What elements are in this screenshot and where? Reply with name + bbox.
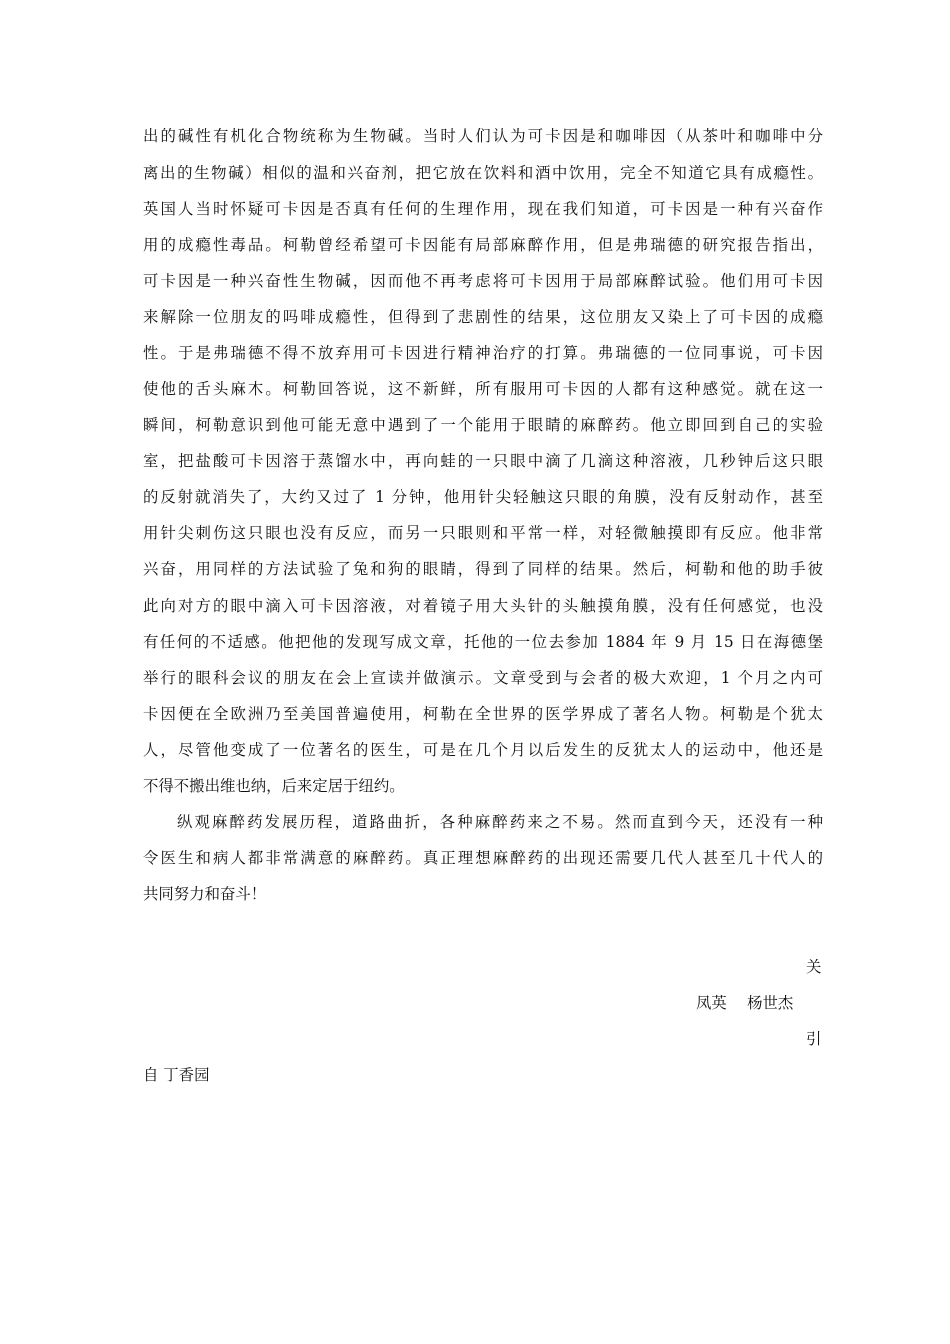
body-text-line: 使他的舌头麻木。柯勒回答说，这不新鲜，所有服用可卡因的人都有这种感觉。就在这一 (143, 380, 823, 398)
body-text-line: 纵观麻醉药发展历程，道路曲折，各种麻醉药来之不易。然而直到今天，还没有一种 (177, 813, 823, 831)
body-text-line: 用的成瘾性毒品。柯勒曾经希望可卡因能有局部麻醉作用，但是弗瑞德的研究报告指出， (143, 236, 823, 254)
body-text-line: 令医生和病人都非常满意的麻醉药。真正理想麻醉药的出现还需要几代人甚至几十代人的 (143, 849, 823, 867)
body-text-line: 性。于是弗瑞德不得不放弃用可卡因进行精神治疗的打算。弗瑞德的一位同事说，可卡因 (143, 344, 823, 362)
source-line: 自 丁香园 (143, 1066, 210, 1084)
body-text-line: 有任何的不适感。他把他的发现写成文章，托他的一位去参加 1884 年 9 月 15 日在海德堡 (143, 633, 823, 651)
attribution-fragment: 引 (806, 1030, 822, 1048)
body-text-line: 用针尖刺伤这只眼也没有反应，而另一只眼则和平常一样，对轻微触摸即有反应。他非常 (143, 524, 823, 542)
body-text-line: 共同努力和奋斗！ (143, 885, 267, 903)
body-text-line: 可卡因是一种兴奋性生物碱，因而他不再考虑将可卡因用于局部麻醉试验。他们用可卡因 (143, 272, 823, 290)
body-text-line: 兴奋，用同样的方法试验了兔和狗的眼睛，得到了同样的结果。然后，柯勒和他的助手彼 (143, 560, 823, 578)
attribution-fragment: 关 (806, 958, 822, 976)
body-text-line: 室，把盐酸可卡因溶于蒸馏水中，再向蛙的一只眼中滴了几滴这种溶液，几秒钟后这只眼 (143, 452, 823, 470)
body-text-line: 的反射就消失了，大约又过了 1 分钟，他用针尖轻触这只眼的角膜，没有反射动作，甚至 (143, 488, 823, 506)
author-names: 凤英 杨世杰 (696, 994, 794, 1012)
body-text-line: 来解除一位朋友的吗啡成瘾性，但得到了悲剧性的结果，这位朋友又染上了可卡因的成瘾 (143, 308, 823, 326)
body-text-line: 出的碱性有机化合物统称为生物碱。当时人们认为可卡因是和咖啡因（从茶叶和咖啡中分 (143, 127, 823, 145)
body-text-line: 瞬间，柯勒意识到他可能无意中遇到了一个能用于眼睛的麻醉药。他立即回到自己的实验 (143, 416, 823, 434)
body-text-line: 英国人当时怀疑可卡因是否真有任何的生理作用，现在我们知道，可卡因是一种有兴奋作 (143, 200, 823, 218)
body-text-line: 人，尽管他变成了一位著名的医生，可是在几个月以后发生的反犹太人的运动中，他还是 (143, 741, 823, 759)
body-text-line: 举行的眼科会议的朋友在会上宣读并做演示。文章受到与会者的极大欢迎，1 个月之内可 (143, 669, 823, 687)
body-text-line: 卡因便在全欧洲乃至美国普遍使用，柯勒在全世界的医学界成了著名人物。柯勒是个犹太 (143, 705, 823, 723)
body-text-line: 不得不搬出维也纳，后来定居于纽约。 (143, 777, 405, 795)
body-text-line: 此向对方的眼中滴入可卡因溶液，对着镜子用大头针的头触摸角膜，没有任何感觉，也没 (143, 597, 823, 615)
body-text-line: 离出的生物碱）相似的温和兴奋剂，把它放在饮料和酒中饮用，完全不知道它具有成瘾性。 (143, 164, 823, 182)
